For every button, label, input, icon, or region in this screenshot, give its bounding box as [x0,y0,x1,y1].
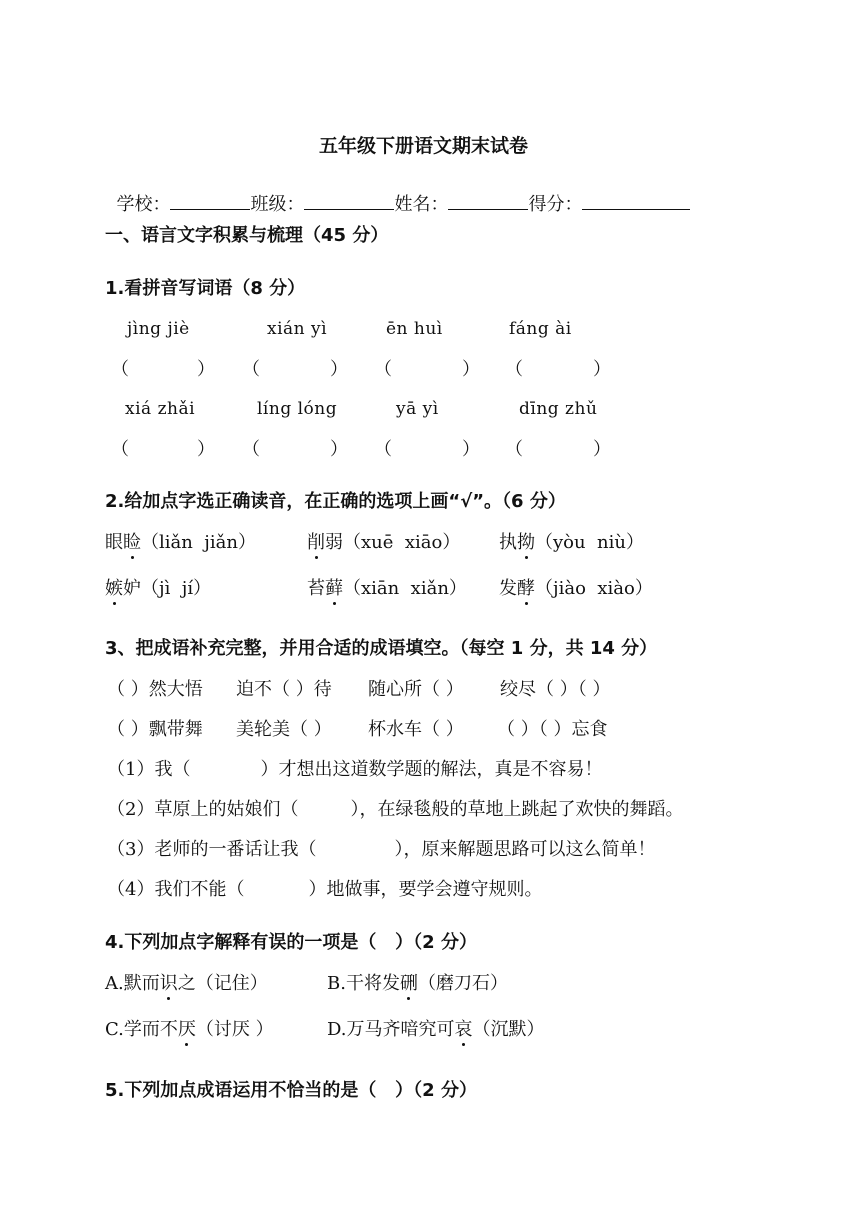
class-label: 班级： [250,194,305,215]
idiom-item[interactable]: 迫不（ ）待 [236,679,332,700]
question-1-heading: 1.看拼音写词语（8 分） [105,278,306,299]
question-4-heading: 4.下列加点字解释有误的一项是（ ）（2 分） [105,932,477,953]
score-label: 得分： [528,194,583,215]
answer-box-6[interactable]: （ ） [242,439,348,460]
pinyin-5: xiá zhǎi [125,399,196,419]
class-blank[interactable] [304,208,394,210]
name-blank[interactable] [448,208,528,210]
page-title: 五年级下册语文期末试卷 [319,135,529,157]
pinyin-6: líng lóng [257,399,338,419]
reading-options[interactable]: （jiào xiào） [535,578,653,599]
answer-box-8[interactable]: （ ） [505,439,611,460]
fill-sentence-3: （3）老师的一番话让我（ ），原来解题思路可以这么简单！ [107,839,656,860]
reading-item: 削弱（xuē xiāo） [307,532,461,553]
school-label: 学校： [116,194,171,215]
option-a[interactable]: A.默而识之（记住） [105,973,268,994]
fill-sentence-4: （4）我们不能（ ）地做事，要学会遵守规则。 [107,879,543,900]
reading-item: 眼睑（liǎn jiǎn） [105,532,256,553]
idiom-item[interactable]: 美轮美（ ） [236,719,332,740]
reading-item: 执拗（yòu niù） [499,532,644,553]
question-2-heading: 2.给加点字选正确读音，在正确的选项上画“√”。（6 分） [105,491,566,512]
section-heading: 一、语言文字积累与梳理（45 分） [105,225,389,246]
answer-box-1[interactable]: （ ） [111,359,215,380]
reading-options[interactable]: （xiān xiǎn） [343,578,467,599]
name-label: 姓名： [394,194,449,215]
reading-item: 发酵（jiào xiào） [499,578,653,599]
pinyin-4: fáng ài [509,319,572,339]
idiom-item[interactable]: 随心所（ ） [368,679,464,700]
answer-box-5[interactable]: （ ） [111,439,215,460]
fill-sentence-2: （2）草原上的姑娘们（ ），在绿毯般的草地上跳起了欢快的舞蹈。 [107,799,684,820]
idiom-item[interactable]: （ ）飘带舞 [107,719,203,740]
reading-options[interactable]: （jì jí） [141,578,212,599]
idiom-item[interactable]: （ ）（ ）忘食 [497,719,608,740]
idiom-item[interactable]: 杯水车（ ） [368,719,464,740]
option-d[interactable]: D.万马齐喑究可哀（沉默） [327,1019,545,1040]
reading-options[interactable]: （yòu niù） [535,532,644,553]
reading-options[interactable]: （xuē xiāo） [343,532,461,553]
option-c[interactable]: C.学而不厌（讨厌 ） [105,1019,274,1040]
answer-box-2[interactable]: （ ） [242,359,348,380]
pinyin-1: jìng jiè [127,319,190,339]
reading-item: 苔藓（xiān xiǎn） [307,578,467,599]
reading-item: 嫉妒（jì jí） [105,578,212,599]
pinyin-7: yā yì [396,399,439,419]
fill-sentence-1: （1）我（ ）才想出这道数学题的解法，真是不容易！ [107,759,603,780]
idiom-item[interactable]: （ ）然大悟 [107,679,203,700]
option-b[interactable]: B.干将发硎（磨刀石） [327,973,508,994]
score-blank[interactable] [582,208,690,210]
school-blank[interactable] [170,208,250,210]
question-3-heading: 3、把成语补充完整，并用合适的成语填空。（每空 1 分，共 14 分） [105,638,658,659]
answer-box-3[interactable]: （ ） [374,359,480,380]
answer-box-7[interactable]: （ ） [374,439,480,460]
answer-box-4[interactable]: （ ） [505,359,611,380]
info-line [105,178,690,214]
question-5-heading: 5.下列加点成语运用不恰当的是（ ）（2 分） [105,1080,477,1101]
reading-options[interactable]: （liǎn jiǎn） [141,532,256,553]
idiom-item[interactable]: 绞尽（ ）（ ） [500,679,611,700]
pinyin-8: dīng zhǔ [519,399,598,419]
pinyin-2: xián yì [267,319,328,339]
pinyin-3: ēn huì [386,319,443,339]
